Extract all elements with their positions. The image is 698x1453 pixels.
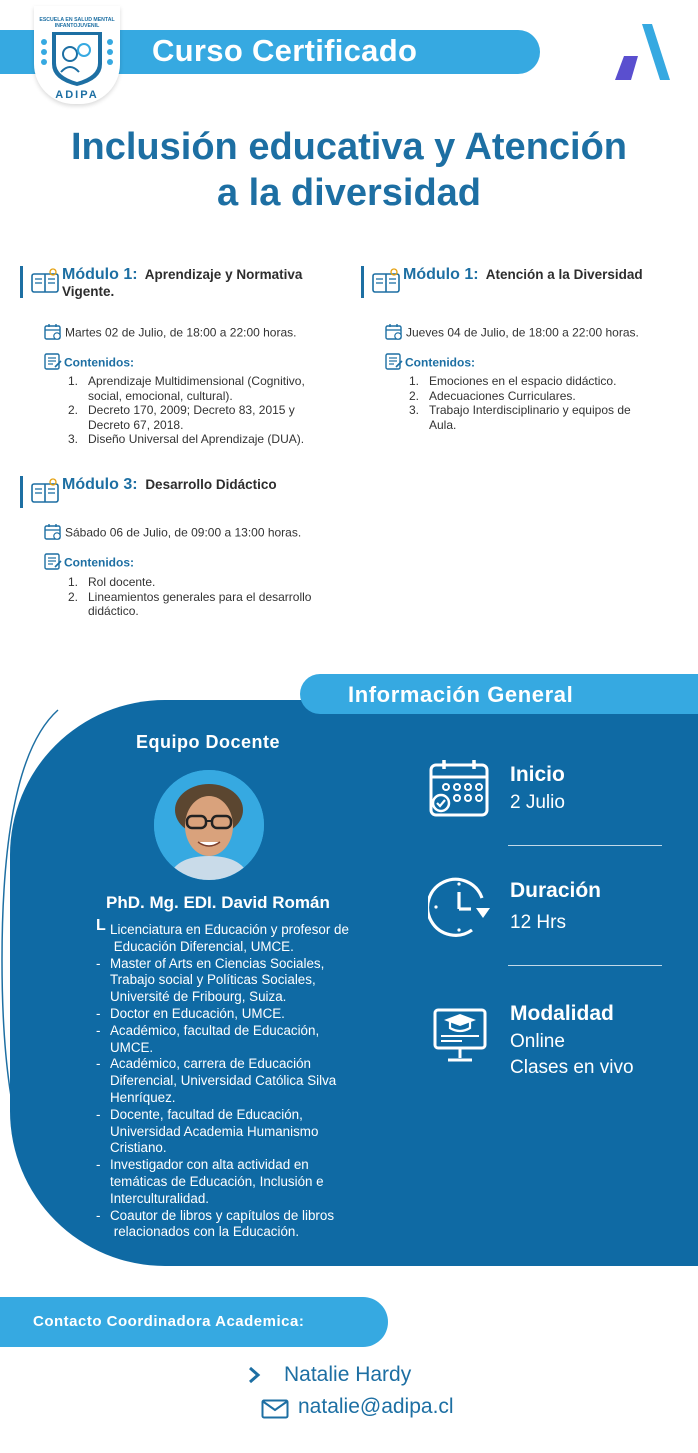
module-number: Módulo 1:: [62, 266, 138, 283]
badge-line-2: INFANTOJUVENIL: [54, 23, 100, 29]
module-date: [44, 523, 301, 544]
badge-word: ADIPA: [55, 89, 99, 101]
badge-line-1: ESCUELA EN SALUD MENTAL: [39, 17, 115, 23]
cv-item: - Master of Arts en Ciencias Sociales, Trabajo social y Políticas Sociales, Université de Fribourg, Suiza.: [96, 955, 325, 1005]
calendar-icon: [428, 757, 490, 824]
course-title-line-1: Inclusión educativa y Atención: [70, 126, 628, 168]
cv-item: - Docente, facultad de Educación, Universidad Academia Humanismo Cristiano.: [96, 1106, 319, 1156]
module-accent-bar: [20, 476, 23, 508]
module-title: Atención a la Diversidad: [485, 267, 643, 282]
contents-label-text: Contenidos:: [405, 355, 475, 370]
chevron-right-icon: [246, 1366, 262, 1389]
cv-item: - Investigador con alta actividad en temáticas de Educación, Inclusión e Interculturalidad.: [96, 1157, 324, 1206]
mail-icon: [261, 1399, 289, 1424]
list-item: 2. Lineamientos generales para el desarrollo didáctico.: [68, 589, 312, 618]
teacher-photo: [154, 770, 264, 880]
book-icon: [30, 478, 60, 511]
contents-label-text: Contenidos:: [64, 555, 134, 570]
mode-value-online: Online: [510, 1031, 565, 1052]
teacher-cv-list: [96, 917, 396, 1241]
module-date: [385, 323, 639, 344]
module-accent-bar: [20, 266, 23, 298]
contents-label-text: Contenidos:: [64, 355, 134, 370]
module-date-text: Jueves 04 de Julio, de 18:00 a 22:00 horas.: [406, 325, 639, 340]
module-3: [20, 476, 340, 636]
duration-value: 12 Hrs: [510, 912, 566, 933]
module-date: [44, 323, 297, 344]
list-item: 3. Diseño Universal del Aprendizaje (DUA).: [68, 432, 305, 446]
module-number: Módulo 3:: [62, 476, 138, 493]
module-contents-label: [44, 553, 134, 574]
module-title: Desarrollo Didáctico: [145, 477, 277, 492]
start-label: Inicio: [510, 763, 565, 786]
cv-item: - Doctor en Educación, UMCE.: [96, 1005, 285, 1021]
info-tab: [300, 674, 698, 714]
course-type-title: Curso Certificado: [152, 33, 418, 68]
module-contents-list: [68, 575, 348, 619]
info-tab-title: Información General: [348, 682, 574, 707]
book-icon: [30, 268, 60, 301]
course-title: [0, 124, 698, 216]
cv-item: - Académico, carrera de Educación Diferencial, Universidad Católica Silva Henríquez.: [96, 1056, 337, 1105]
contact-email[interactable]: natalie@adipa.cl: [298, 1395, 454, 1418]
module-heading: [62, 476, 352, 493]
list-item: 1. Aprendizaje Multidimensional (Cognitivo, social, emocional, cultural).: [68, 374, 305, 403]
divider: [508, 965, 662, 966]
contact-label: Contacto Coordinadora Academica:: [33, 1313, 305, 1330]
list-item: 3. Trabajo Interdisciplinario y equipos de Aula.: [409, 403, 631, 432]
module-contents-list: [68, 374, 348, 447]
module-2: [361, 266, 681, 456]
cv-item: L Licenciatura en Educación y profesor de Educación Diferencial, UMCE.: [96, 917, 349, 954]
list-icon: [44, 353, 62, 374]
module-title: Aprendizaje y Normativa: [144, 267, 303, 282]
module-date-text: Martes 02 de Julio, de 18:00 a 22:00 horas.: [65, 325, 297, 340]
list-item: 2. Decreto 170, 2009; Decreto 83, 2015 y Decreto 67, 2018.: [68, 403, 295, 432]
book-icon: [371, 268, 401, 301]
module-contents-label: [385, 353, 475, 374]
monitor-icon: [432, 1002, 488, 1069]
mode-value-live: Clases en vivo: [510, 1057, 634, 1078]
module-heading: [62, 266, 352, 300]
team-title: Equipo Docente: [136, 732, 281, 752]
cv-item: - Coautor de libros y capítulos de libros relacionados con la Educación.: [96, 1207, 335, 1240]
adipa-badge-logo: [34, 6, 120, 104]
brand-a-logo: [612, 22, 672, 87]
module-title-cont: Vigente.: [62, 284, 115, 299]
mode-label: Modalidad: [510, 1002, 614, 1025]
calendar-icon: [44, 523, 62, 544]
course-title-line-2: a la diversidad: [216, 172, 481, 214]
duration-label: Duración: [510, 879, 602, 902]
list-icon: [385, 353, 403, 374]
teacher-name: PhD. Mg. EDI. David Román: [106, 893, 330, 912]
module-date-text: Sábado 06 de Julio, de 09:00 a 13:00 horas.: [65, 525, 302, 540]
calendar-icon: [44, 323, 62, 344]
contact-name: Natalie Hardy: [284, 1363, 412, 1386]
list-item: 1. Rol docente.: [68, 575, 156, 589]
module-contents-label: [44, 353, 134, 374]
contact-bar: [0, 1297, 388, 1347]
module-number: Módulo 1:: [403, 266, 479, 283]
list-item: 2. Adecuaciones Curriculares.: [409, 388, 576, 403]
list-icon: [44, 553, 62, 574]
cv-item: - Académico, facultad de Educación, UMCE.: [96, 1022, 320, 1055]
list-item: 1. Emociones en el espacio didáctico.: [409, 374, 617, 388]
module-contents-list: [409, 374, 689, 432]
divider: [508, 845, 662, 846]
module-accent-bar: [361, 266, 364, 298]
start-value: 2 Julio: [510, 792, 565, 813]
calendar-icon: [385, 323, 403, 344]
module-heading: [403, 266, 693, 283]
module-1: [20, 266, 340, 456]
clock-icon: [428, 876, 492, 943]
